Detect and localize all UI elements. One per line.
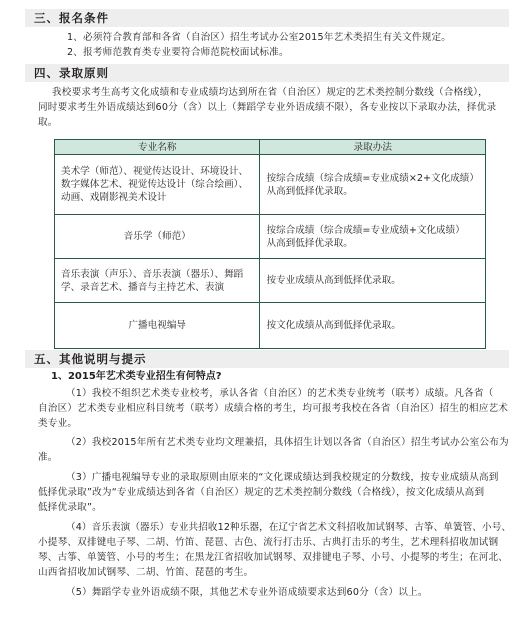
row-1-method [260,155,486,215]
para-1-line-3: 类专业。 [38,418,78,429]
row-1-major-line-2: 数字媒体艺术、视觉传达设计（综合绘画）、 [61,179,249,190]
sec4-intro-line-2: 同时要求考生外语成绩达到60分（含）以上（舞蹈学专业外语成绩不限），各专业按以下录取办法，择优录 [38,102,497,113]
row-2-method-line-1: 按综合成绩（综合成绩=专业成绩+文化成绩） [266,224,465,236]
row-4-method [260,303,486,349]
table-row [55,215,486,259]
row-2-major [55,215,260,259]
row-1-method-line-2: 从高到低择优录取。 [266,185,353,197]
sec4-intro-line-3: 取。 [38,117,58,128]
sec3-item-1: 1、必须符合教育部和各省（自治区）招生考试办公室2015年艺术类招生有关文件规定。 [67,32,452,43]
row-1-major [55,155,260,215]
row-1-method-line-1: 按综合成绩（综合成绩=专业成绩×2+文化成绩） [266,172,479,184]
table-row [55,259,486,303]
sec3-item-2: 2、报考师范教育类专业要符合师范院校面试标准。 [67,47,289,58]
para-3-line-2: 低择优录取”改为“专业成绩达到各省（自治区）规定的艺术类控制分数线（合格线），按文化成绩从高到 [38,487,485,498]
row-3-method [260,259,486,303]
para-4-line-4: 山西省招收加试钢琴、二胡、竹笛、琵琶的考生。 [38,567,254,578]
row-2-method [260,215,486,259]
row-3-major-line-2: 学、录音艺术、播音与主持艺术、表演 [61,281,225,293]
row-4-method-line-1: 按文化成绩从高到低择优录取。 [266,320,401,331]
section-5-heading: 五、其他说明与提示 [25,350,509,368]
para-1-line-1: （1）我校不组织艺术类专业校考，承认各省（自治区）的艺术类专业统考（联考）成绩。凡各省（ [66,388,494,399]
para-4-line-3: 琴、古筝、单簧管、小号的考生；在黑龙江省招收加试钢琴、双排键电子琴、小号、小提琴的考生；在河北、 [38,552,509,563]
row-4-major-line-1: 广播电视编导 [128,320,187,331]
row-3-major-line-1: 音乐表演（声乐）、音乐表演（器乐）、舞蹈 [61,268,244,280]
table-header-row [55,140,486,155]
sec5-subtitle: 1、2015年艺术类专业招生有何特点? [51,371,222,382]
para-3-line-3: 低择优录取”。 [38,502,102,513]
table-row [55,303,486,349]
para-3-line-1: （3）广播电视编导专业的录取原则由原来的“文化课成绩达到我校规定的分数线，按专业成绩从高到 [66,472,499,483]
section-4-heading: 四、录取原则 [25,64,509,82]
para-4-line-2: 小提琴、双排键电子琴、二胡、竹笛、琵琶、古色、流行打击乐、古典打击乐的考生，艺术理科招收加试钢 [38,537,499,548]
row-2-method-line-2: 从高到低择优录取。 [266,237,353,249]
para-2-line-1: （2）我校2015年所有艺术类专业均文理兼招，具体招生计划以各省（自治区）招生考试办公室公布为 [66,437,509,448]
row-4-major [55,303,260,349]
row-3-method-line-1: 按专业成绩从高到低择优录取。 [266,275,401,286]
para-4-line-1: （4）音乐表演（器乐）专业共招收12种乐器，在辽宁省艺术文科招收加试钢琴、古筝、单簧管、小号、 [66,522,512,533]
para-2-line-2: 准。 [38,452,58,463]
section-3-heading: 三、报名条件 [25,9,509,27]
para-5-line-1: （5）舞蹈学专业外语成绩不限，其他艺术专业外语成绩要求达到60分（含）以上。 [66,587,428,598]
header-major: 专业名称 [55,140,260,155]
sec4-intro-line-1: 我校要求考生高考文化成绩和专业成绩均达到所在省（自治区）规定的艺术类控制分数线（合格线）， [52,87,488,98]
admission-table [54,139,486,349]
row-1-major-line-3: 动画、戏剧影视美术设计 [61,192,167,203]
row-2-major-line-1: 音乐学（师范） [123,231,191,242]
para-1-line-2: 自治区）艺术类专业相应科目统考（联考）成绩合格的考生，均可报考我校在各省（自治区）招生的相应艺术 [38,403,509,414]
header-method: 录取办法 [260,140,486,155]
row-3-major [55,259,260,303]
table-row [55,155,486,215]
row-1-major-line-1: 美术学（师范）、视觉传达设计、环境设计、 [61,166,249,177]
